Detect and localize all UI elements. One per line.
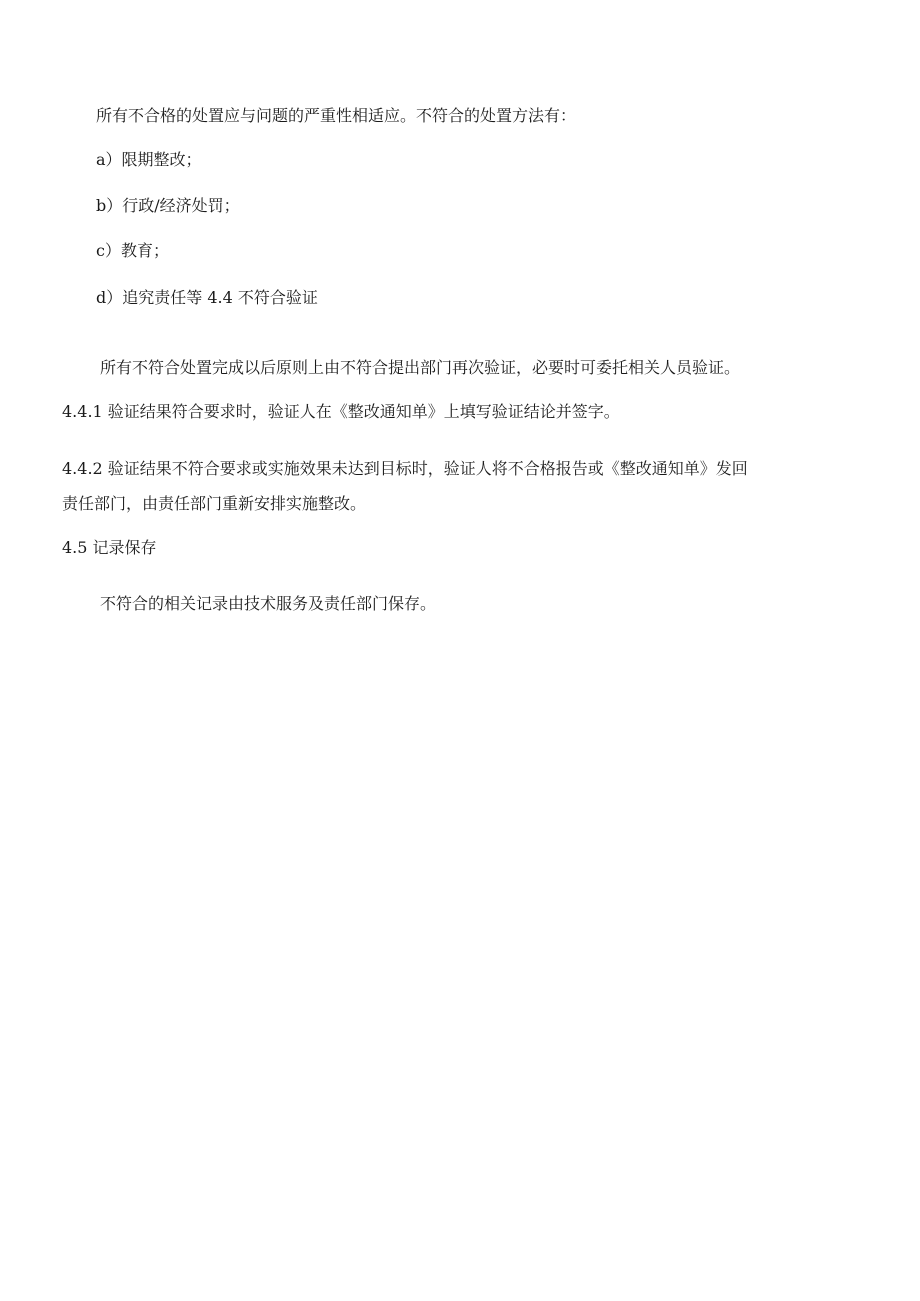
intro-paragraph: 所有不合格的处置应与问题的严重性相适应。不符合的处置方法有：	[96, 106, 577, 125]
verification-paragraph: 所有不符合处置完成以后原则上由不符合提出部门再次验证，必要时可委托相关人员验证。	[100, 358, 741, 377]
method-item-b: b）行政/经济处罚；	[96, 196, 240, 215]
records-paragraph: 不符合的相关记录由技术服务及责任部门保存。	[100, 594, 437, 613]
clause-4-4-2-line-2: 责任部门，由责任部门重新安排实施整改。	[62, 494, 367, 513]
section-4-5-title: 4.5 记录保存	[62, 538, 157, 557]
method-item-d: d）追究责任等 4.4 不符合验证	[96, 288, 318, 307]
method-item-c: c）教育；	[96, 241, 169, 260]
clause-4-4-1: 4.4.1 验证结果符合要求时，验证人在《整改通知单》上填写验证结论并签字。	[62, 402, 620, 421]
clause-4-4-2-line-1: 4.4.2 验证结果不符合要求或实施效果未达到目标时，验证人将不合格报告或《整改通知单》发回	[62, 459, 748, 478]
method-item-a: a）限期整改；	[96, 150, 202, 169]
